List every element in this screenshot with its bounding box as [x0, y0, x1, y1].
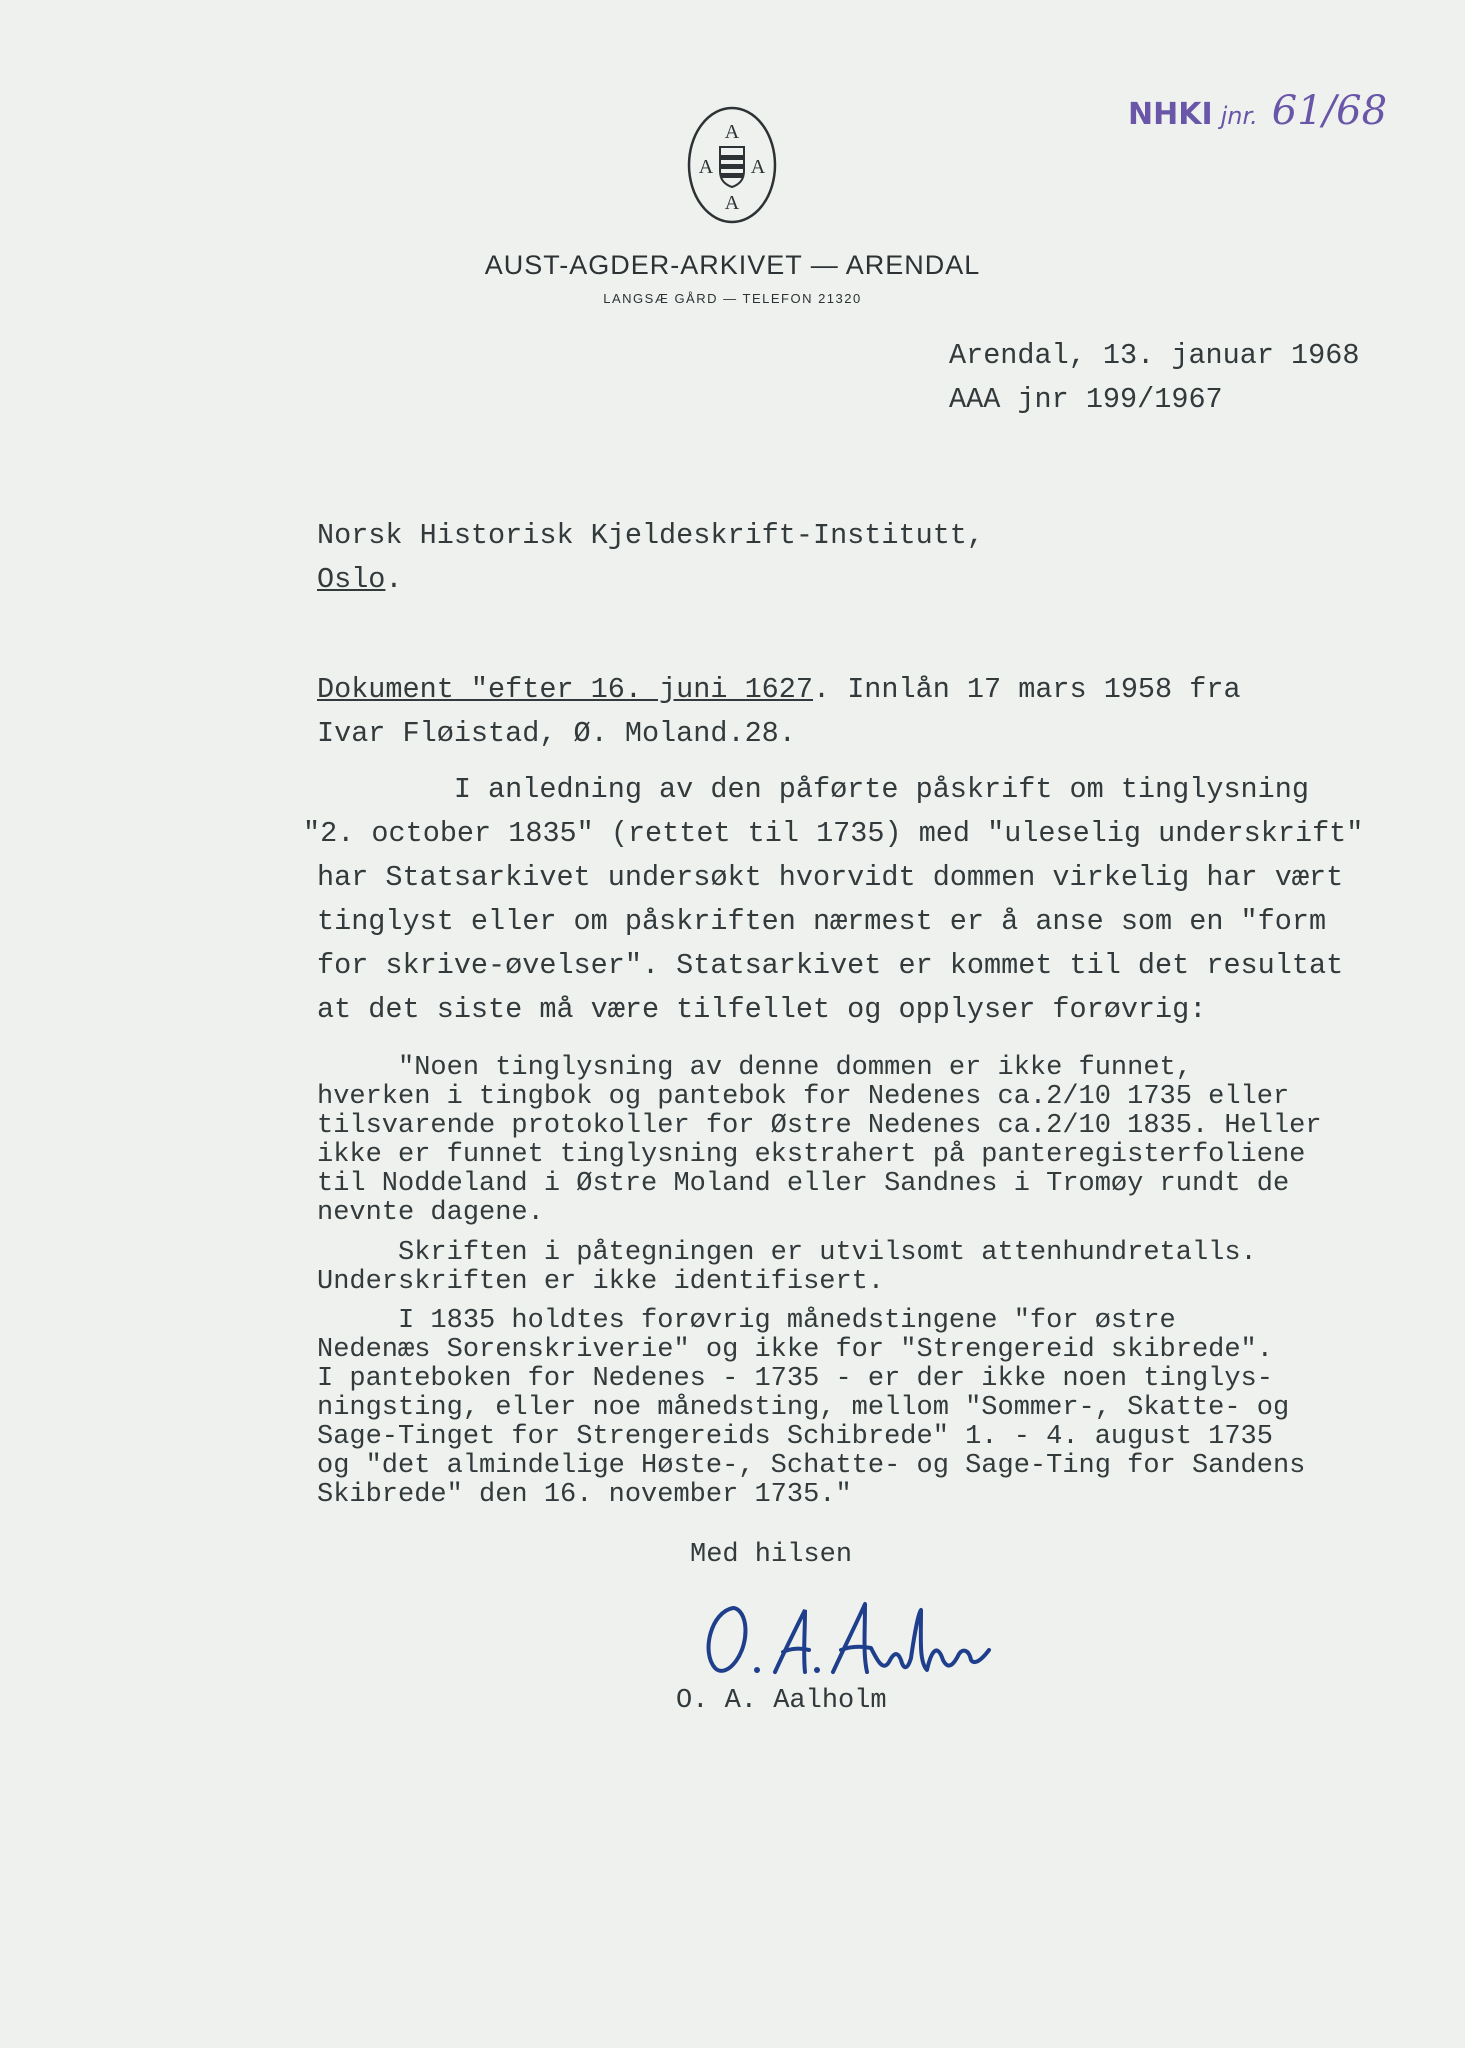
body-line: at det siste må være tilfellet og opplyser forøvrig: — [317, 993, 1207, 1026]
logo-letter-right: A — [750, 156, 766, 178]
recipient-city-punct: . — [385, 563, 403, 596]
quote-line: ningsting, eller noe månedsting, mellom "Sommer-, Skatte- og — [317, 1393, 1290, 1423]
recipient-name: Norsk Historisk Kjeldeskrift-Institutt, — [317, 519, 985, 552]
quote-line: ikke er funnet tinglysning ekstrahert på panteregisterfoliene — [317, 1140, 1306, 1170]
body-line: I anledning av den påførte påskrift om tinglysning — [317, 773, 1309, 806]
quote-line: til Noddeland i Østre Moland eller Sandnes i Tromøy rundt de — [317, 1169, 1290, 1199]
signature — [693, 1590, 1023, 1690]
quote-line: Skibrede" den 16. november 1735." — [317, 1480, 852, 1510]
quote-line: og "det almindelige Høste-, Schatte- og Sage-Ting for Sandens — [317, 1451, 1306, 1481]
quote-line: Underskriften er ikke identifisert. — [317, 1267, 885, 1297]
quote-line: "Noen tinglysning av denne dommen er ikke funnet, — [317, 1053, 1192, 1083]
recipient-city: Oslo — [317, 563, 386, 596]
subject-line-2: Ivar Fløistad, Ø. Moland.28. — [317, 717, 796, 750]
quote-line: I panteboken for Nedenes - 1735 - er der ikke noen tinglys- — [317, 1364, 1273, 1394]
recipient-city-line — [317, 563, 403, 597]
archive-logo — [686, 105, 778, 225]
logo-shield-icon — [720, 147, 744, 187]
body-line: har Statsarkivet undersøkt hvorvidt dommen virkelig har vært — [317, 861, 1344, 894]
quote-line: tilsvarende protokoller for Østre Nedenes ca.2/10 1835. Heller — [317, 1111, 1322, 1141]
body-line: tinglyst eller om påskriften nærmest er å anse som en "form — [317, 905, 1327, 938]
journal-ref: AAA jnr 199/1967 — [949, 383, 1223, 416]
body-line: for skrive-øvelser". Statsarkivet er kommet til det resultat — [317, 949, 1344, 982]
subject-doc-ref: Dokument "efter 16. juni 1627 — [317, 673, 813, 706]
quote-line: Sage-Tinget for Strengereids Schibrede" 1. - 4. august 1735 — [317, 1422, 1273, 1452]
body-line: "2. october 1835" (rettet til 1735) med "uleselig underskrift" — [303, 817, 1364, 850]
logo-letter-left: A — [698, 156, 714, 178]
quote-line: I 1835 holdtes forøvrig månedstingene "for østre — [317, 1306, 1176, 1336]
stamp-label: jnr. — [1220, 102, 1258, 130]
logo-letter-top: A — [724, 121, 740, 143]
quote-line: Skriften i påtegningen er utvilsomt attenhundretalls. — [317, 1238, 1257, 1268]
subject-loan: . Innlån 17 mars 1958 fra — [812, 673, 1241, 706]
closing: Med hilsen — [690, 1540, 853, 1570]
stamp-org: NHKI — [1128, 97, 1213, 132]
stamp-number: 61/68 — [1271, 88, 1388, 134]
org-name: AUST-AGDER-ARKIVET — ARENDAL — [484, 250, 981, 280]
signer-name: O. A. Aalholm — [676, 1686, 887, 1716]
quote-line: Nedenæs Sorenskriverie" og ikke for "Strengereid skibrede". — [317, 1335, 1273, 1365]
quote-line: hverken i tingbok og pantebok for Nedenes ca.2/10 1735 eller — [317, 1082, 1290, 1112]
quote-line: nevnte dagene. — [317, 1198, 544, 1228]
logo-letter-bottom: A — [724, 192, 740, 214]
org-address: LANGSÆ GÅRD — TELEFON 21320 — [603, 291, 862, 306]
place-date: Arendal, 13. januar 1968 — [949, 339, 1360, 372]
subject-line-1 — [317, 673, 1241, 707]
journal-stamp — [1128, 88, 1387, 134]
